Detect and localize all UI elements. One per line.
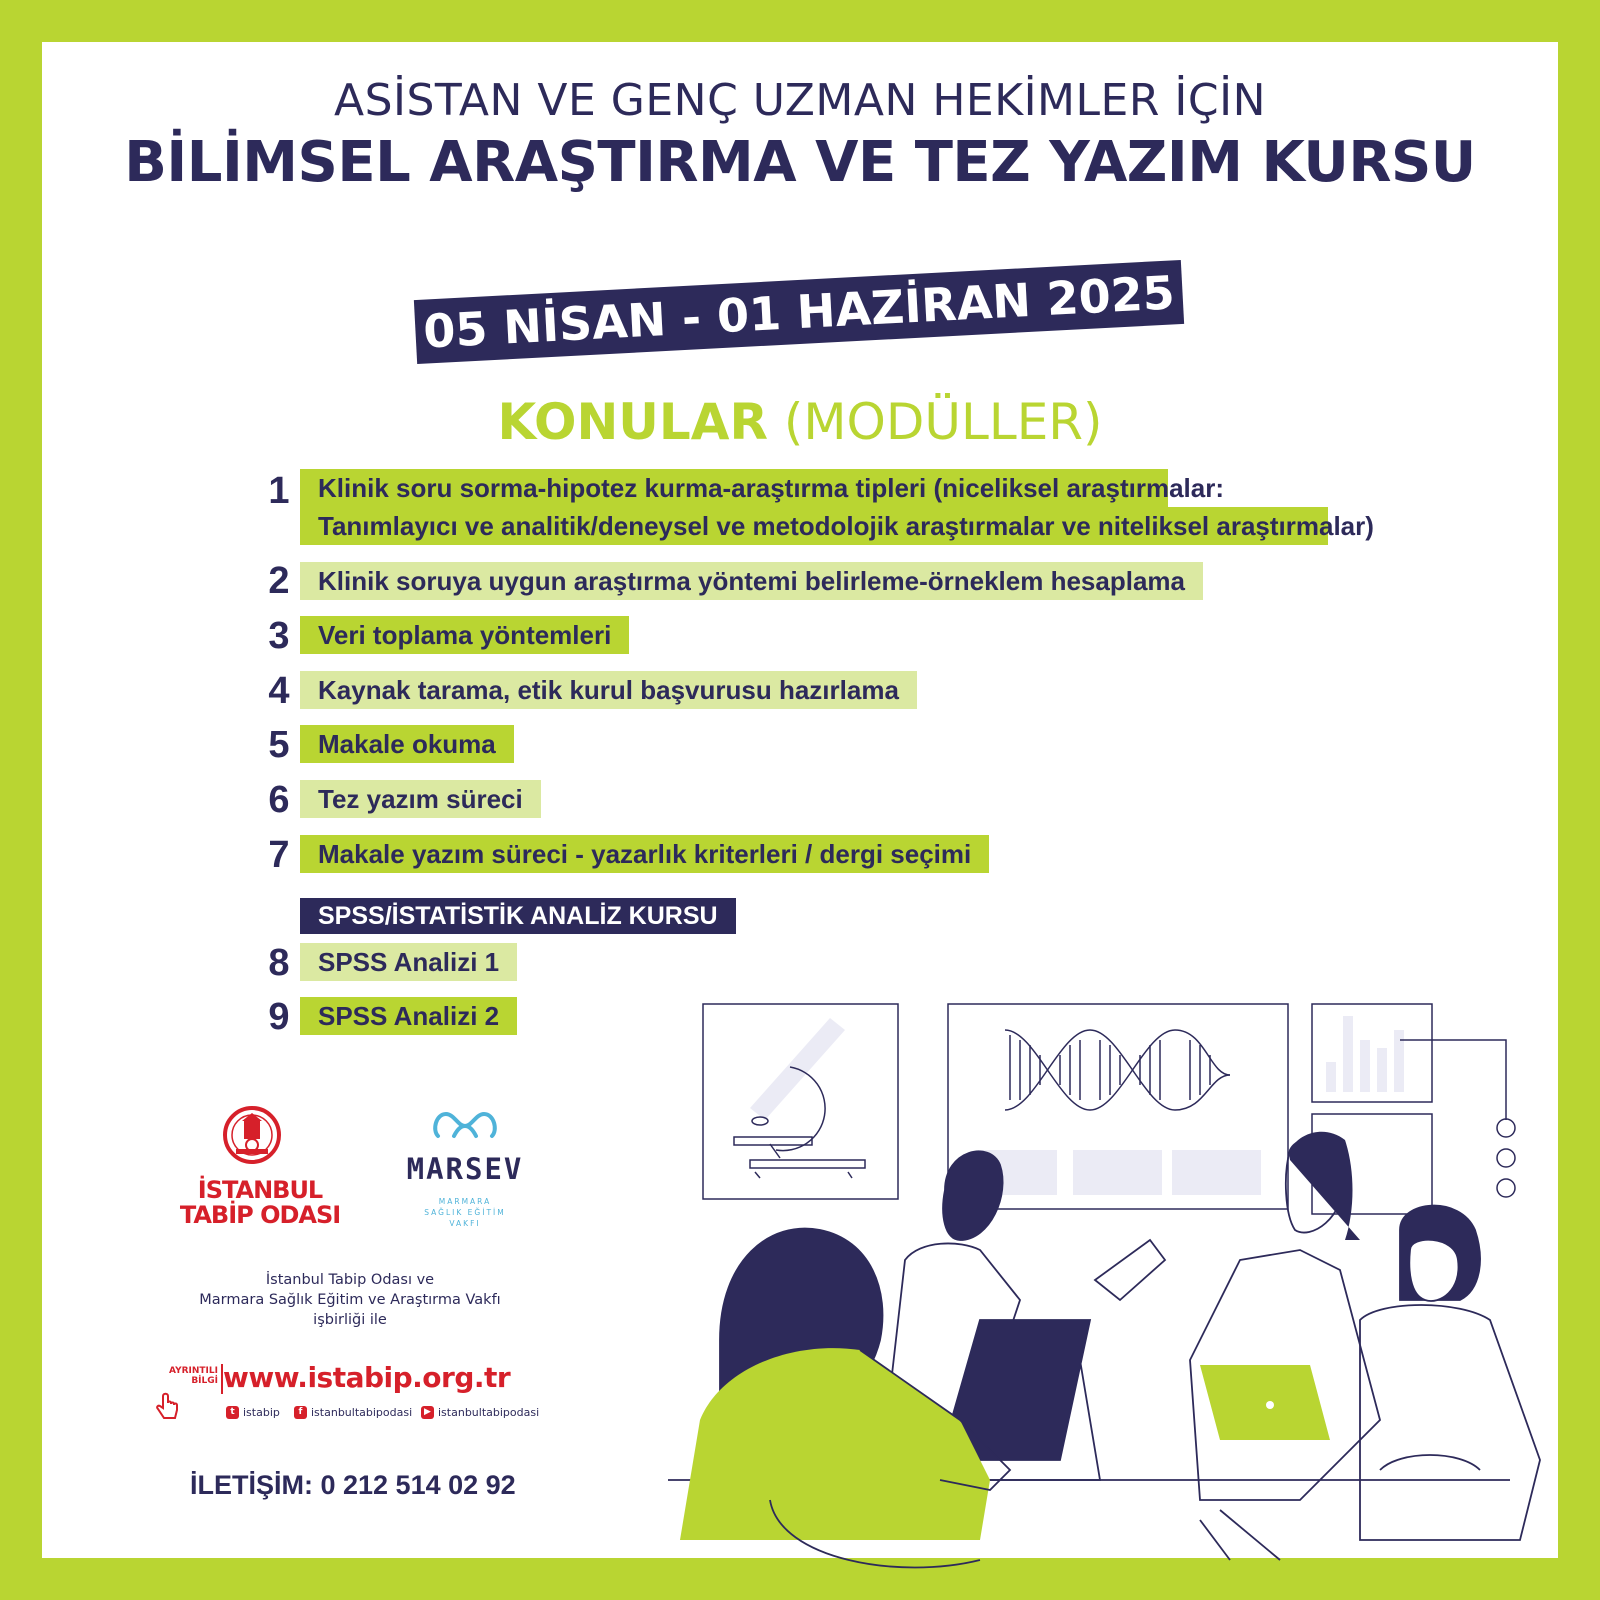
module-label: SPSS Analizi 1 [300, 943, 517, 981]
module-label: Klinik soruya uygun araştırma yöntemi belirleme-örneklem hesaplama [300, 562, 1203, 600]
module-number: 4 [268, 670, 290, 712]
section-title-light: (MODÜLLER) [783, 393, 1103, 451]
marsev-wordmark: MARSEV [406, 1152, 524, 1186]
module-label: Kaynak tarama, etik kurul başvurusu hazırlama [300, 671, 917, 709]
module-label: Makale yazım süreci - yazarlık kriterleri / dergi seçimi [300, 835, 989, 873]
collab-line1: İstanbul Tabip Odası ve [265, 1272, 435, 1288]
collab-line3: işbirliği ile [313, 1312, 387, 1328]
details-line1: AYRINTILI [168, 1366, 218, 1376]
module-number: 7 [268, 834, 290, 876]
tabip-odasi-line1: İSTANBUL [197, 1176, 323, 1204]
module-number: 6 [268, 779, 290, 821]
people-group [668, 1132, 1540, 1568]
youtube-text: istanbultabipodasi [438, 1406, 540, 1419]
twitter-icon: t [226, 1406, 239, 1419]
module-number: 1 [268, 470, 290, 512]
twitter-text: istabip [243, 1406, 280, 1419]
microscope-panel [703, 1004, 898, 1199]
module-number: 5 [268, 724, 290, 766]
module-number: 3 [268, 615, 290, 657]
module-number: 9 [268, 996, 290, 1038]
facebook-text: istanbultabipodasi [311, 1406, 413, 1419]
section-title-bold: KONULAR [497, 393, 768, 451]
subtitle-heading: ASİSTAN VE GENÇ UZMAN HEKİMLER İÇİN [334, 75, 1266, 126]
contact-phone: İLETİŞİM: 0 212 514 02 92 [190, 1470, 516, 1500]
spss-section-header: SPSS/İSTATİSTİK ANALİZ KURSU [300, 898, 736, 934]
youtube-icon: ▶ [421, 1406, 434, 1419]
module-number: 8 [268, 942, 290, 984]
marsev-sub-line1: MARMARA [438, 1197, 492, 1206]
facebook-icon: f [294, 1406, 307, 1419]
marsev-sub-line3: VAKFI [449, 1219, 481, 1228]
module-label: Tez yazım süreci [300, 780, 541, 818]
date-text: 05 NİSAN - 01 HAZİRAN 2025 [422, 265, 1176, 359]
module-label: Makale okuma [300, 725, 514, 763]
module-label: SPSS Analizi 2 [300, 997, 517, 1035]
module-label: Klinik soru sorma-hipotez kurma-araştırma tipleri (niceliksel araştırmalar: [300, 469, 1168, 507]
website-link[interactable]: www.istabip.org.tr [223, 1361, 511, 1394]
module-label: Tanımlayıcı ve analitik/deneysel ve metodolojik araştırmalar ve niteliksel araştırmalar) [300, 507, 1328, 545]
marsev-sub-line2: SAĞLIK EĞİTİM [424, 1208, 506, 1217]
module-number: 2 [268, 560, 290, 602]
details-line2: BİLGİ [191, 1376, 218, 1386]
collab-line2: Marmara Sağlık Eğitim ve Araştırma Vakfı [199, 1292, 501, 1308]
tabip-odasi-line2: TABİP ODASI [179, 1201, 341, 1229]
main-heading: BİLİMSEL ARAŞTIRMA VE TEZ YAZIM KURSU [124, 130, 1476, 195]
module-label: Veri toplama yöntemleri [300, 616, 629, 654]
